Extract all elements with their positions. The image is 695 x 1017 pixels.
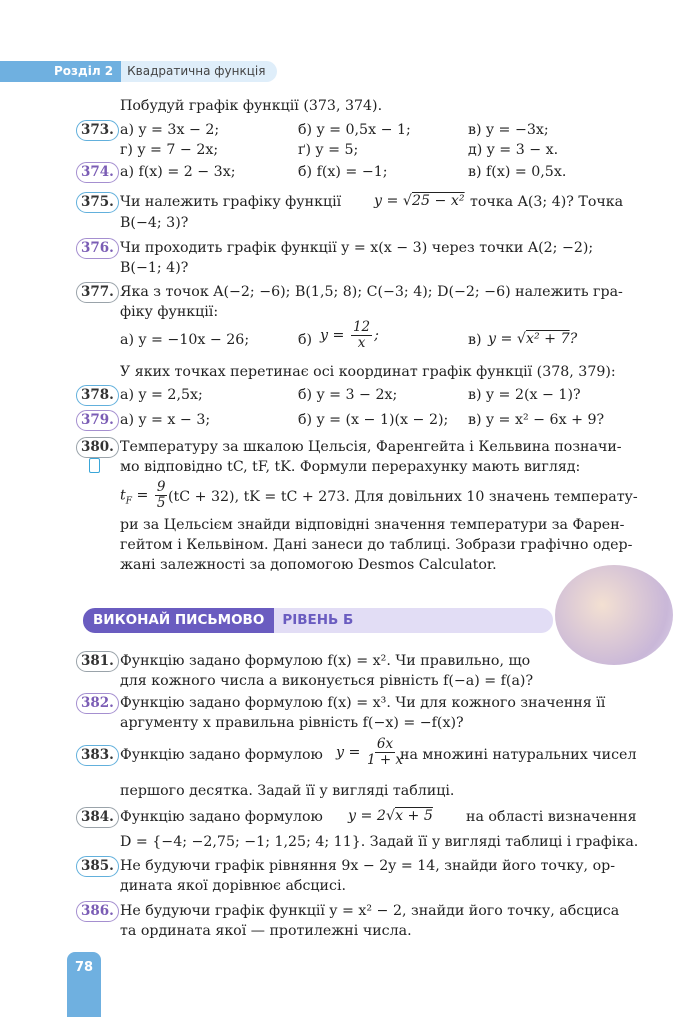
problem-text: D = {−4; −2,75; −1; 1,25; 4; 11}. Задай її у вигляді таблиці і графіка. — [120, 834, 639, 850]
problem-number: 374. — [76, 162, 119, 183]
option: б) f(x) = −1; — [298, 164, 388, 180]
option: б) y = (x − 1)(x − 2); — [298, 412, 449, 428]
option: а) y = 3x − 2; — [120, 122, 220, 138]
option: а) y = 2,5x; — [120, 387, 203, 403]
formula-fraction: $t_F$ = $\frac{9}{5}$ — [120, 479, 166, 511]
problem-text: B(−1; 4)? — [120, 260, 189, 276]
option: г) y = 7 − 2x; — [120, 142, 219, 158]
option: а) y = −10x − 26; — [120, 332, 250, 348]
problem-text: (tC + 32), tK = tC + 273. Для довільних 10 значень температу- — [168, 489, 638, 505]
option: а) f(x) = 2 − 3x; — [120, 164, 236, 180]
problem-number: 385. — [76, 856, 119, 877]
problem-text: та ордината якої — протилежні числа. — [120, 923, 412, 939]
option: б) y = 0,5x − 1; — [298, 122, 411, 138]
option: а) y = x − 3; — [120, 412, 211, 428]
level-banner — [83, 608, 553, 633]
problem-text: Чи належить графіку функції — [120, 194, 342, 210]
problem-text: першого десятка. Задай її у вигляді таблиці. — [120, 783, 455, 799]
banner-task: ВИКОНАЙ ПИСЬМОВО — [83, 608, 274, 633]
problem-text: ри за Цельсієм знайди відповідні значення температури за Фарен- — [120, 517, 625, 533]
problem-text: Не будуючи графік функції y = x² − 2, знайди його точку, абсциса — [120, 903, 620, 919]
problem-text: Температуру за шкалою Цельсія, Фаренгейта і Кельвина позначи- — [120, 439, 622, 455]
problem-text: на множині натуральних чисел — [400, 747, 637, 763]
problem-text: Функцію задано формулою — [120, 809, 323, 825]
problem-text: аргументу x правильна рівність f(−x) = −f(x)? — [120, 715, 464, 731]
section-label: Розділ 2 — [0, 61, 121, 82]
problem-number: 373. — [76, 120, 119, 141]
problem-text: Яка з точок A(−2; −6); B(1,5; 8); C(−3; 4); D(−2; −6) належить гра- — [120, 284, 623, 300]
option: д) y = 3 − x. — [468, 142, 559, 158]
formula-sqrt: y = 2√x + 5 — [348, 808, 433, 824]
problem-number: 382. — [76, 693, 119, 714]
section-header — [0, 61, 277, 82]
option: б) y = 3 − 2x; — [298, 387, 398, 403]
problem-number: 377. — [76, 282, 119, 303]
page-number: 78 — [67, 952, 101, 1017]
problem-text: точка A(3; 4)? Точка — [470, 194, 624, 210]
option: в) f(x) = 0,5x. — [468, 164, 567, 180]
problem-text: мо відповідно tC, tF, tK. Формули перерахунку мають вигляд: — [120, 459, 581, 475]
problem-text: гейтом і Кельвіном. Дані занеси до таблиці. Зобрази графічно одер- — [120, 537, 633, 553]
option: в) y = x² − 6x + 9? — [468, 412, 605, 428]
section-title: Квадратична функція — [121, 61, 277, 82]
problem-text: Не будуючи графік рівняння 9x − 2y = 14, знайди його точку, ор- — [120, 858, 615, 874]
option: в) y = 2(x − 1)? — [468, 387, 581, 403]
problem-text: Функцію задано формулою f(x) = x³. Чи для кожного значення її — [120, 695, 606, 711]
problem-text: на області визначення — [466, 809, 637, 825]
intro-378-379: У яких точках перетинає осі координат графік функції (378, 379): — [120, 364, 616, 380]
problem-text: для кожного числа a виконується рівність f(−a) = f(a)? — [120, 673, 534, 689]
problem-number: 380. — [76, 437, 119, 458]
problem-text: Чи проходить графік функції y = x(x − 3) через точки A(2; −2); — [120, 240, 594, 256]
students-photo — [555, 565, 673, 665]
formula-sqrt: y = √25 − x² — [374, 193, 465, 209]
problem-number: 386. — [76, 901, 119, 922]
problem-number: 375. — [76, 192, 119, 213]
problem-text: Функцію задано формулою f(x) = x². Чи правильно, що — [120, 653, 531, 669]
option: ґ) y = 5; — [298, 142, 359, 158]
problem-text: фіку функції: — [120, 304, 219, 320]
formula-fraction: y = $\frac{6x}{1 + x}$ — [336, 736, 404, 768]
problem-text: жані залежності за допомогою Desmos Calculator. — [120, 557, 497, 573]
option: б) — [298, 332, 313, 348]
problem-number: 378. — [76, 385, 119, 406]
problem-number: 383. — [76, 745, 119, 766]
tablet-icon — [89, 458, 100, 473]
problem-text: Функцію задано формулою — [120, 747, 323, 763]
intro-373-374: Побудуй графік функції (373, 374). — [120, 98, 383, 114]
problem-number: 379. — [76, 410, 119, 431]
formula-sqrt: y = √x² + 7? — [488, 331, 578, 347]
formula-fraction: y = $\frac{12}{x}$ ; — [320, 319, 379, 351]
option: в) — [468, 332, 482, 348]
problem-text: дината якої дорівнює абсцисі. — [120, 878, 346, 894]
problem-number: 381. — [76, 651, 119, 672]
problem-text: B(−4; 3)? — [120, 215, 189, 231]
banner-level: РІВЕНЬ Б — [274, 608, 553, 633]
problem-number: 376. — [76, 238, 119, 259]
problem-number: 384. — [76, 807, 119, 828]
option: в) y = −3x; — [468, 122, 549, 138]
